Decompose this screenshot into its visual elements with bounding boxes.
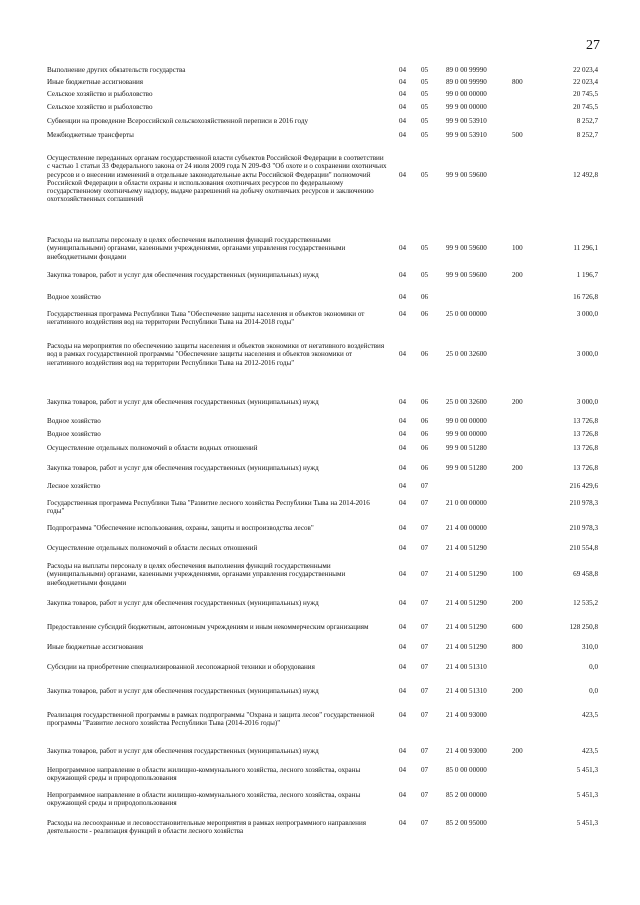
row-subsection-code: 07 (421, 711, 429, 719)
row-subsection-code: 07 (421, 747, 429, 755)
row-amount: 13 726,8 (573, 430, 598, 438)
row-target-article: 89 0 00 99990 (446, 66, 487, 74)
row-section-code: 04 (399, 711, 407, 719)
row-section-code: 04 (399, 663, 407, 671)
row-name: Государственная программа Республики Тыва "Обеспечение защиты населения и объектов экономики от негативного воздействия вод на территории Республики Тыва на 2014-2018 годы" (47, 310, 365, 327)
row-subsection-code: 07 (421, 570, 429, 579)
row-expense-type: 200 (512, 747, 523, 755)
row-subsection-code: 07 (421, 687, 429, 695)
row-target-article: 99 9 00 00000 (446, 103, 487, 111)
row-section-code: 04 (399, 417, 407, 425)
row-section-code: 04 (399, 623, 407, 631)
row-amount: 8 252,7 (576, 131, 598, 139)
row-target-article: 21 4 00 51290 (446, 544, 487, 552)
row-target-article: 99 9 00 59600 (446, 271, 487, 279)
row-name: Закупка товаров, работ и услуг для обеспечения государственных (муниципальных) нужд (47, 464, 319, 472)
page-number: 27 (586, 38, 600, 53)
row-amount: 3 000,0 (576, 398, 598, 406)
row-subsection-code: 07 (421, 499, 429, 507)
row-name: Непрограммное направление в области жилищно-коммунального хозяйства, лесного хозяйства, охраны окружающей среды и природопользования (47, 791, 361, 808)
row-name: Иные бюджетные ассигнования (47, 78, 144, 86)
row-target-article: 21 4 00 51290 (446, 570, 487, 579)
row-target-article: 25 0 00 32600 (446, 350, 487, 359)
row-amount: 20 745,5 (573, 103, 598, 111)
row-amount: 5 451,3 (576, 791, 598, 799)
row-section-code: 04 (399, 819, 407, 827)
row-amount: 12 492,8 (573, 170, 598, 179)
row-amount: 3 000,0 (576, 310, 598, 318)
row-section-code: 04 (399, 293, 407, 301)
row-name: Закупка товаров, работ и услуг для обеспечения государственных (муниципальных) нужд (47, 271, 319, 279)
row-section-code: 04 (399, 103, 407, 111)
row-name: Осуществление переданных органам государственной власти субъектов Российской Федерации в соответствии с частью 1 статьи 33 Федерального закона от 24 июля 2009 года N 209-ФЗ "Об охоте и о сохранении охотничьих ресурсов и о внесении изменений в отдельные законодательные акты Российской Федерации" полномочий Российской Федерации в области охраны и использования охотничьих ресурсов по федеральному государственному охотничьему надзору, выдаче разрешений на добычу охотничьих ресурсов и заключению охотхозяйственных соглашений (47, 154, 387, 204)
row-expense-type: 200 (512, 599, 523, 607)
row-target-article: 25 0 00 00000 (446, 310, 487, 318)
row-subsection-code: 07 (421, 544, 429, 552)
row-subsection-code: 07 (421, 791, 429, 799)
row-expense-type: 100 (512, 570, 523, 579)
row-name: Закупка товаров, работ и услуг для обеспечения государственных (муниципальных) нужд (47, 687, 319, 695)
row-subsection-code: 05 (421, 271, 429, 279)
row-subsection-code: 07 (421, 766, 429, 774)
row-name: Выполнение других обязательств государства (47, 66, 186, 74)
row-target-article: 99 9 00 00000 (446, 430, 487, 438)
row-subsection-code: 07 (421, 623, 429, 631)
row-name: Лесное хозяйство (47, 482, 101, 490)
row-section-code: 04 (399, 444, 407, 452)
row-amount: 13 726,8 (573, 444, 598, 452)
row-target-article: 99 9 00 53910 (446, 131, 487, 139)
row-section-code: 04 (399, 170, 407, 179)
row-amount: 423,5 (582, 747, 598, 755)
row-subsection-code: 07 (421, 599, 429, 607)
row-target-article: 99 9 00 59600 (446, 170, 487, 179)
row-subsection-code: 05 (421, 103, 429, 111)
row-target-article: 85 0 00 00000 (446, 766, 487, 774)
row-section-code: 04 (399, 430, 407, 438)
row-target-article: 21 0 00 00000 (446, 499, 487, 507)
row-amount: 423,5 (582, 711, 598, 719)
row-subsection-code: 06 (421, 444, 429, 452)
row-subsection-code: 07 (421, 482, 429, 490)
row-amount: 3 000,0 (576, 350, 598, 359)
row-name: Подпрограмма "Обеспечение использования, охраны, защиты и воспроизводства лесов" (47, 524, 314, 532)
row-target-article: 21 4 00 00000 (446, 524, 487, 532)
row-target-article: 25 0 00 32600 (446, 398, 487, 406)
row-subsection-code: 07 (421, 643, 429, 651)
row-subsection-code: 06 (421, 464, 429, 472)
row-subsection-code: 06 (421, 417, 429, 425)
row-amount: 5 451,3 (576, 766, 598, 774)
row-section-code: 04 (399, 66, 407, 74)
row-target-article: 21 4 00 51290 (446, 599, 487, 607)
row-name: Закупка товаров, работ и услуг для обеспечения государственных (муниципальных) нужд (47, 747, 319, 755)
row-name: Закупка товаров, работ и услуг для обеспечения государственных (муниципальных) нужд (47, 599, 319, 607)
row-subsection-code: 05 (421, 78, 429, 86)
row-section-code: 04 (399, 544, 407, 552)
row-name: Осуществление отдельных полномочий в области водных отношений (47, 444, 258, 452)
row-amount: 0,0 (589, 687, 598, 695)
row-expense-type: 500 (512, 131, 523, 139)
row-amount: 8 252,7 (576, 117, 598, 125)
row-name: Расходы на выплаты персоналу в целях обеспечения выполнения функций государственными (муниципальными) органами, казенными учреждениями, органами управления государственными внебюджетными фондами (47, 236, 346, 261)
row-expense-type: 100 (512, 244, 523, 253)
row-amount: 1 196,7 (576, 271, 598, 279)
row-name: Водное хозяйство (47, 430, 101, 438)
row-target-article: 99 0 00 00000 (446, 417, 487, 425)
row-name: Расходы на выплаты персоналу в целях обеспечения выполнения функций государственными (муниципальными) органами, казенными учреждениями, органами управления государственными внебюджетными фондами (47, 562, 346, 587)
row-subsection-code: 06 (421, 398, 429, 406)
row-target-article: 89 0 00 99990 (446, 78, 487, 86)
row-section-code: 04 (399, 350, 407, 359)
row-target-article: 99 9 00 59600 (446, 244, 487, 253)
row-name: Иные бюджетные ассигнования (47, 643, 144, 651)
row-subsection-code: 05 (421, 66, 429, 74)
row-name: Субвенции на проведение Всероссийской сельскохозяйственной переписи в 2016 году (47, 117, 309, 125)
row-subsection-code: 07 (421, 524, 429, 532)
row-section-code: 04 (399, 271, 407, 279)
row-expense-type: 200 (512, 687, 523, 695)
row-amount: 22 023,4 (573, 78, 598, 86)
row-name: Водное хозяйство (47, 293, 101, 301)
row-amount: 12 535,2 (573, 599, 598, 607)
row-amount: 13 726,8 (573, 417, 598, 425)
row-amount: 16 726,8 (573, 293, 598, 301)
row-expense-type: 800 (512, 643, 523, 651)
row-target-article: 99 9 00 51280 (446, 444, 487, 452)
row-target-article: 21 4 00 51310 (446, 663, 487, 671)
row-amount: 216 429,6 (569, 482, 598, 490)
row-subsection-code: 05 (421, 244, 429, 253)
row-subsection-code: 06 (421, 430, 429, 438)
row-target-article: 21 4 00 93000 (446, 711, 487, 719)
row-name: Закупка товаров, работ и услуг для обеспечения государственных (муниципальных) нужд (47, 398, 319, 406)
row-amount: 128 250,8 (569, 623, 598, 631)
row-name: Субсидии на приобретение специализированной лесопожарной техники и оборудования (47, 663, 315, 671)
row-expense-type: 200 (512, 398, 523, 406)
row-section-code: 04 (399, 599, 407, 607)
row-name: Предоставление субсидий бюджетным, автономным учреждениям и иным некоммерческим организациям (47, 623, 369, 631)
row-subsection-code: 05 (421, 117, 429, 125)
row-section-code: 04 (399, 310, 407, 318)
row-section-code: 04 (399, 398, 407, 406)
row-subsection-code: 06 (421, 293, 429, 301)
row-amount: 210 978,3 (569, 499, 598, 507)
row-target-article: 21 4 00 51290 (446, 623, 487, 631)
row-subsection-code: 05 (421, 170, 429, 179)
row-target-article: 85 2 00 00000 (446, 791, 487, 799)
row-target-article: 99 9 00 51280 (446, 464, 487, 472)
row-subsection-code: 07 (421, 819, 429, 827)
row-target-article: 21 4 00 51290 (446, 643, 487, 651)
row-target-article: 21 4 00 93000 (446, 747, 487, 755)
row-amount: 22 023,4 (573, 66, 598, 74)
row-name: Расходы на мероприятия по обеспечению защиты населения и объектов экономики от негативного воздействия вод в рамках государственной программы "Обеспечение защиты населения и объектов экономики от негативного воздействия вод на территории Республики Тыва на 2012-2016 годы" (47, 342, 385, 367)
row-amount: 0,0 (589, 663, 598, 671)
row-section-code: 04 (399, 766, 407, 774)
row-subsection-code: 07 (421, 663, 429, 671)
row-section-code: 04 (399, 464, 407, 472)
row-section-code: 04 (399, 499, 407, 507)
row-amount: 69 458,8 (573, 570, 598, 579)
row-subsection-code: 06 (421, 350, 429, 359)
row-expense-type: 600 (512, 623, 523, 631)
row-target-article: 21 4 00 51310 (446, 687, 487, 695)
row-section-code: 04 (399, 482, 407, 490)
row-subsection-code: 06 (421, 310, 429, 318)
row-name: Сельское хозяйство и рыболовство (47, 90, 153, 98)
row-section-code: 04 (399, 643, 407, 651)
row-subsection-code: 05 (421, 90, 429, 98)
row-amount: 20 745,5 (573, 90, 598, 98)
row-name: Непрограммное направление в области жилищно-коммунального хозяйства, лесного хозяйства, охраны окружающей среды и природопользования (47, 766, 361, 783)
row-target-article: 99 9 00 53910 (446, 117, 487, 125)
row-section-code: 04 (399, 687, 407, 695)
row-section-code: 04 (399, 244, 407, 253)
row-section-code: 04 (399, 524, 407, 532)
row-section-code: 04 (399, 747, 407, 755)
row-section-code: 04 (399, 90, 407, 98)
row-amount: 210 554,8 (569, 544, 598, 552)
row-name: Водное хозяйство (47, 417, 101, 425)
row-name: Государственная программа Республики Тыва "Развитие лесного хозяйства Республики Тыва на 2014-2016 годы" (47, 499, 370, 516)
row-amount: 210 978,3 (569, 524, 598, 532)
row-amount: 11 296,1 (573, 244, 598, 253)
row-section-code: 04 (399, 791, 407, 799)
row-subsection-code: 05 (421, 131, 429, 139)
row-section-code: 04 (399, 78, 407, 86)
row-expense-type: 200 (512, 464, 523, 472)
row-name: Межбюджетные трансферты (47, 131, 134, 139)
row-name: Сельское хозяйство и рыболовство (47, 103, 153, 111)
row-target-article: 85 2 00 95000 (446, 819, 487, 827)
row-name: Расходы на лесоохранные и лесовосстановительные мероприятия в рамках непрограммного направления деятельности - реализация функций в области лесного хозяйства (47, 819, 367, 836)
row-section-code: 04 (399, 117, 407, 125)
row-amount: 13 726,8 (573, 464, 598, 472)
row-expense-type: 200 (512, 271, 523, 279)
row-expense-type: 800 (512, 78, 523, 86)
row-target-article: 99 0 00 00000 (446, 90, 487, 98)
row-section-code: 04 (399, 570, 407, 579)
row-name: Реализация государственной программы в рамках подпрограммы "Охрана и защита лесов" государственной программы "Развитие лесного хозяйства Республики Тыва (2014-2016 годы)" (47, 711, 375, 728)
row-section-code: 04 (399, 131, 407, 139)
row-amount: 5 451,3 (576, 819, 598, 827)
row-amount: 310,0 (582, 643, 598, 651)
row-name: Осуществление отдельных полномочий в области лесных отношений (47, 544, 258, 552)
